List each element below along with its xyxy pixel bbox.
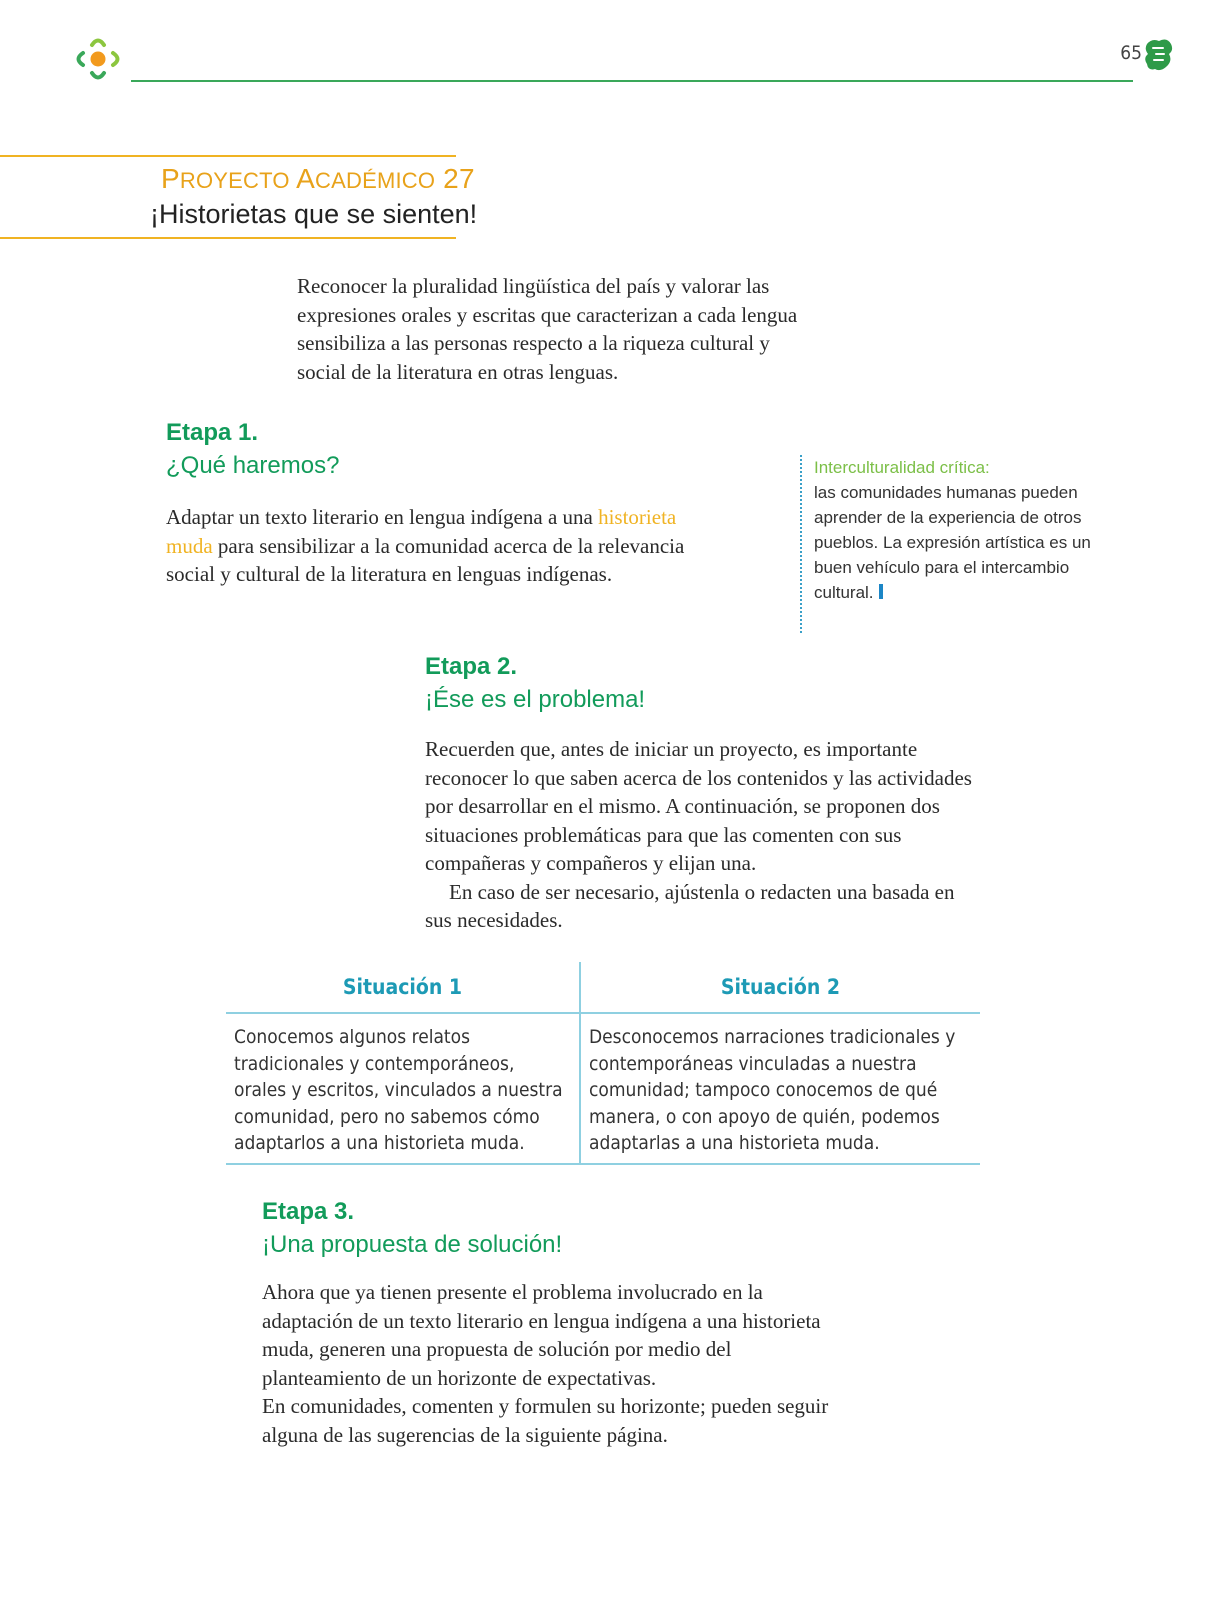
stage-3-paragraph-1: Ahora que ya tienen presente el problema involucrado en la adaptación de un texto literario en lengua indígena a una historieta muda, generen una propuesta de solución por medio del planteamiento de un horizonte de expectativas.	[262, 1280, 821, 1390]
side-note-text: las comunidades humanas pueden aprender de la experiencia de otros pueblos. La expresión artística es un buen vehículo para el intercambio cultural.	[814, 483, 1091, 602]
situation-1-text: Conocemos algunos relatos tradicionales y contemporáneos, orales y escritos, vinculados a nuestra comunidad, pero no sabemos cómo adaptarlos a una historieta muda.	[226, 1013, 580, 1164]
heading-bottom-rule	[0, 237, 456, 239]
stage-3-title: ¡Una propuesta de solución!	[262, 1231, 563, 1258]
side-note	[800, 455, 1104, 633]
situation-2-text: Desconocemos narraciones tradicionales y contemporáneas vinculadas a nuestra comunidad; tampoco conocemos de qué manera, o con apoyo de quién, podemos adaptarlas a una historieta muda.	[580, 1013, 980, 1164]
side-note-title: Interculturalidad crítica:	[814, 458, 990, 477]
stage-2-title: ¡Ése es el problema!	[425, 686, 646, 713]
project-title: ¡Historietas que se sienten!	[150, 199, 478, 229]
stage-1-number: Etapa 1.	[166, 419, 259, 446]
stage-2-body	[425, 735, 985, 935]
flower-logo-icon	[72, 33, 124, 90]
situations-table	[226, 962, 980, 1165]
stage-2-paragraph-2: En caso de ser necesario, ajústenla o redacten una basada en sus necesidades.	[425, 879, 955, 932]
intro-paragraph: Reconocer la pluralidad lingüística del país y valorar las expresiones orales y escritas que caracterizan a cada lengua sensibiliza a las personas respecto a la riqueza cultural y social de la literatura en otras lenguas.	[297, 274, 798, 384]
green-glyph-badge-icon	[1144, 38, 1174, 79]
glossary-term-link[interactable]: historieta muda	[166, 505, 677, 558]
header-rule	[131, 80, 1133, 82]
situation-1-header: Situación 1	[226, 962, 580, 1013]
stage-3-paragraph-2: En comunidades, comenten y formulen su horizonte; pueden seguir alguna de las sugerencias de la siguiente página.	[262, 1394, 829, 1447]
stage-1-paragraph: Adaptar un texto literario en lengua indígena a una historieta muda para sensibilizar a la comunidad acerca de la relevancia social y cultural de la literatura en lenguas indígenas.	[166, 505, 685, 586]
stage-2-number: Etapa 2.	[425, 653, 518, 680]
stage-1-title: ¿Qué haremos?	[166, 452, 340, 479]
project-label: PROYECTO ACADÉMICO 27	[161, 163, 475, 194]
end-mark-icon	[879, 584, 883, 599]
situation-2-header: Situación 2	[580, 962, 980, 1013]
stage-2-paragraph-1: Recuerden que, antes de iniciar un proyecto, es importante reconocer lo que saben acerca de los contenidos y las actividades por desarrollar en el mismo. A continuación, se proponen dos situaciones problemáticas para que las comenten con sus compañeras y compañeros y elijan una.	[425, 737, 972, 875]
stage-3-heading	[262, 1195, 562, 1261]
page-number: 65	[1120, 42, 1142, 64]
stage-3-number: Etapa 3.	[262, 1198, 355, 1225]
heading-top-rule	[0, 155, 456, 157]
stage-2-heading	[425, 650, 645, 716]
stage-1-heading	[166, 416, 339, 482]
table-row	[226, 1013, 980, 1164]
stage-3-body	[262, 1278, 852, 1449]
